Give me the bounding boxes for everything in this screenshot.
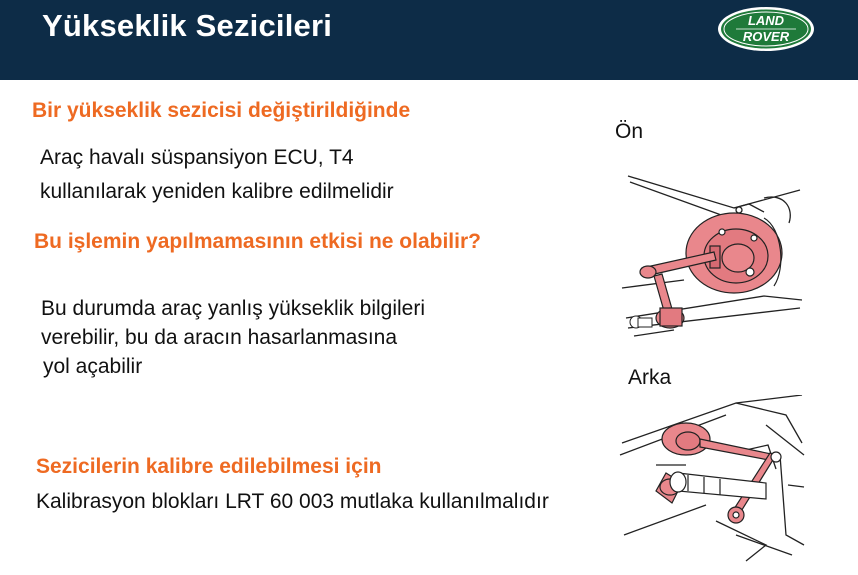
front-sensor-drawing — [614, 168, 804, 346]
section3-line1: Kalibrasyon blokları LRT 60 003 mutlaka kullanılmalıdır — [36, 490, 549, 513]
section2-line2: verebilir, bu da aracın hasarlanmasına — [41, 326, 398, 349]
header-bar — [0, 0, 858, 80]
section1-line1: Araç havalı süspansiyon ECU, T4 — [40, 146, 354, 169]
logo-line1: LAND — [747, 13, 785, 28]
logo-line2: ROVER — [742, 29, 790, 44]
slide-title: Yükseklik Sezicileri — [42, 8, 333, 43]
section3-heading: Sezicilerin kalibre edilebilmesi için — [36, 455, 382, 478]
rear-sensor-drawing — [616, 395, 808, 563]
section1-line2: kullanılarak yeniden kalibre edilmelidir — [40, 180, 394, 203]
land-rover-logo — [716, 5, 816, 53]
rear-label: Arka — [628, 366, 672, 389]
section2-line1: Bu durumda araç yanlış yükseklik bilgileri — [41, 297, 425, 320]
front-label: Ön — [615, 120, 644, 143]
section2-heading: Bu işlemin yapılmamasının etkisi ne olabilir? — [34, 230, 481, 253]
section1-heading: Bir yükseklik sezicisi değiştirildiğinde — [32, 99, 411, 122]
section2-line3: yol açabilir — [43, 355, 143, 378]
